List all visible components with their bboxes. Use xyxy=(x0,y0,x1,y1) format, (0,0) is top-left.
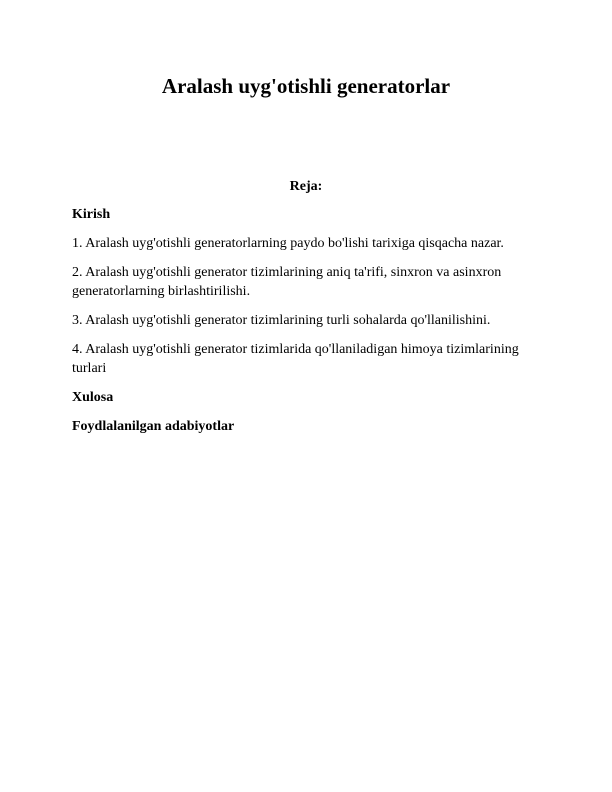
plan-item-intro: Kirish xyxy=(72,207,111,222)
plan-item-1: 1. Aralash uyg'otishli generatorlarning paydo bo'lishi tarixiga qisqacha nazar. xyxy=(72,236,504,251)
plan-list xyxy=(72,205,540,446)
plan-item-conclusion: Xulosa xyxy=(72,390,114,405)
document-title: Aralash uyg'otishli generatorlar xyxy=(161,74,451,98)
plan-item-4: 4. Aralash uyg'otishli generator tizimlarida qo'llaniladigan himoya tizimlarining turlari xyxy=(72,342,519,376)
plan-item-3: 3. Aralash uyg'otishli generator tizimlarining turli sohalarda qo'llanilishini. xyxy=(72,313,491,328)
plan-heading: Reja: xyxy=(289,179,323,194)
plan-item-2: 2. Aralash uyg'otishli generator tizimlarining aniq ta'rifi, sinxron va asinxron generatorlarning birlashtirilishi. xyxy=(72,265,502,299)
plan-item-references: Foydlalanilgan adabiyotlar xyxy=(72,419,235,434)
